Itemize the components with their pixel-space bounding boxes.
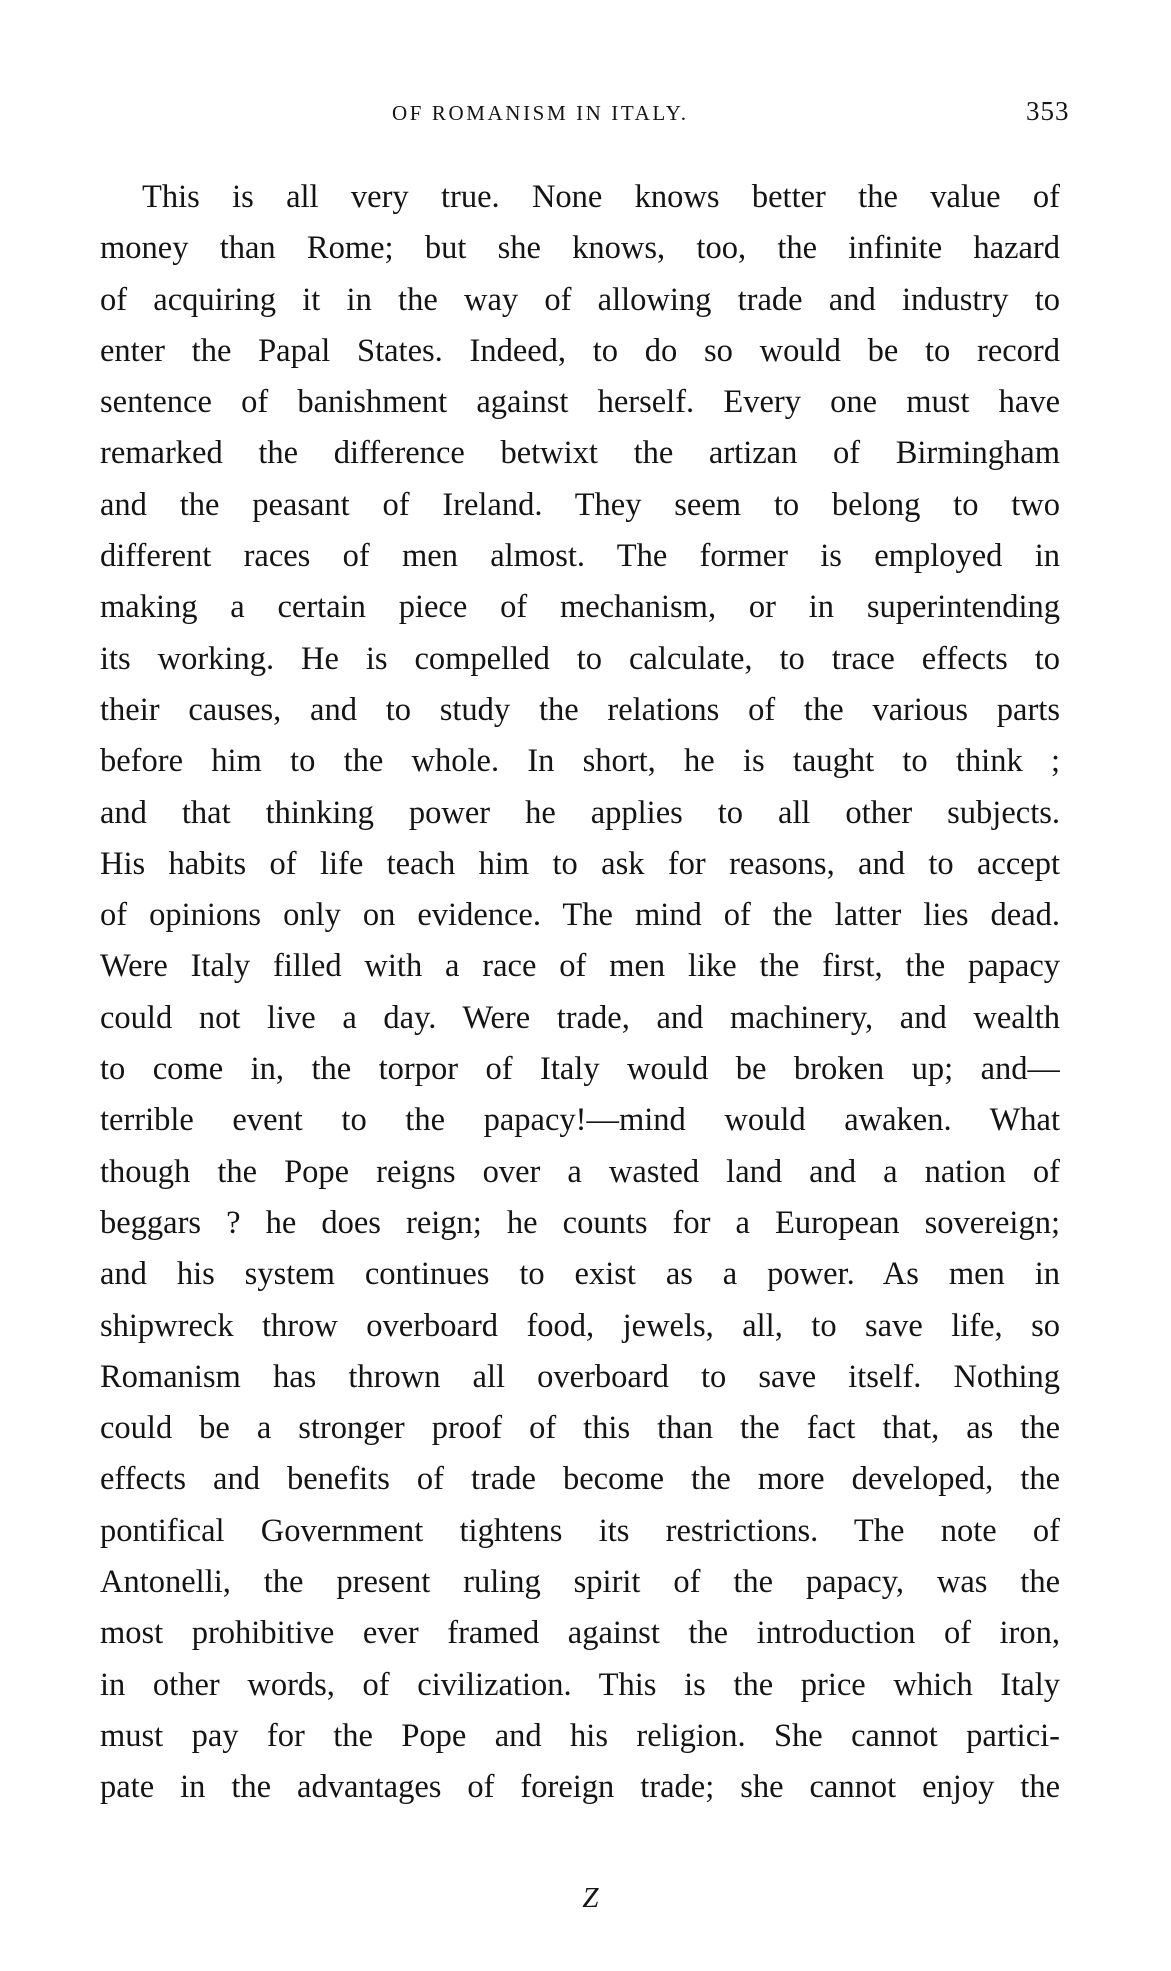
text-line: of acquiring it in the way of allowing trade and industry to (100, 281, 1060, 318)
text-line: His habits of life teach him to ask for reasons, and to accept (100, 845, 1060, 882)
text-line: pontifical Government tightens its restrictions. The note of (100, 1512, 1060, 1549)
page-number: 353 (1026, 96, 1070, 126)
text-line: could not live a day. Were trade, and machinery, and wealth (100, 999, 1060, 1036)
text-line: before him to the whole. In short, he is taught to think ; (100, 743, 1060, 780)
text-line: Were Italy filled with a race of men like the first, the papacy (100, 948, 1060, 985)
text-line: pate in the advantages of foreign trade; she cannot enjoy the (100, 1769, 1060, 1806)
text-line: sentence of banishment against herself. Every one must have (100, 384, 1060, 421)
text-line: terrible event to the papacy!—mind would awaken. What (100, 1102, 1060, 1139)
text-line: must pay for the Pope and his religion. She cannot partici- (100, 1717, 1060, 1754)
text-line: and the peasant of Ireland. They seem to belong to two (100, 486, 1060, 523)
text-line: beggars ? he does reign; he counts for a European sovereign; (100, 1204, 1060, 1241)
text-line: in other words, of civilization. This is the price which Italy (100, 1666, 1060, 1703)
text-line: money than Rome; but she knows, too, the infinite hazard (100, 230, 1060, 267)
running-title: OF ROMANISM IN ITALY. (392, 101, 689, 125)
signature-mark: Z (582, 1882, 599, 1914)
text-line: and his system continues to exist as a power. As men in (100, 1256, 1060, 1293)
text-line: of opinions only on evidence. The mind of the latter lies dead. (100, 897, 1060, 934)
body-text (100, 172, 1060, 1814)
text-line: Antonelli, the present ruling spirit of the papacy, was the (100, 1564, 1060, 1601)
text-line: effects and benefits of trade become the more developed, the (100, 1461, 1060, 1498)
text-line: enter the Papal States. Indeed, to do so would be to record (100, 332, 1060, 369)
text-line: its working. He is compelled to calculate, to trace effects to (100, 640, 1060, 677)
running-head (0, 96, 1171, 136)
text-line: to come in, the torpor of Italy would be broken up; and— (100, 1051, 1060, 1088)
text-line: could be a stronger proof of this than the fact that, as the (100, 1410, 1060, 1447)
text-line: though the Pope reigns over a wasted land and a nation of (100, 1153, 1060, 1190)
text-line: and that thinking power he applies to all other subjects. (100, 794, 1060, 831)
text-line: their causes, and to study the relations of the various parts (100, 691, 1060, 728)
text-line: making a certain piece of mechanism, or in superintending (100, 589, 1060, 626)
text-line: This is all very true. None knows better the value of (142, 179, 1060, 215)
text-line: remarked the difference betwixt the artizan of Birmingham (100, 435, 1060, 472)
text-line: shipwreck throw overboard food, jewels, all, to save life, so (100, 1307, 1060, 1344)
text-line: different races of men almost. The former is employed in (100, 538, 1060, 575)
text-line: most prohibitive ever framed against the introduction of iron, (100, 1615, 1060, 1652)
text-line: Romanism has thrown all overboard to save itself. Nothing (100, 1358, 1060, 1395)
